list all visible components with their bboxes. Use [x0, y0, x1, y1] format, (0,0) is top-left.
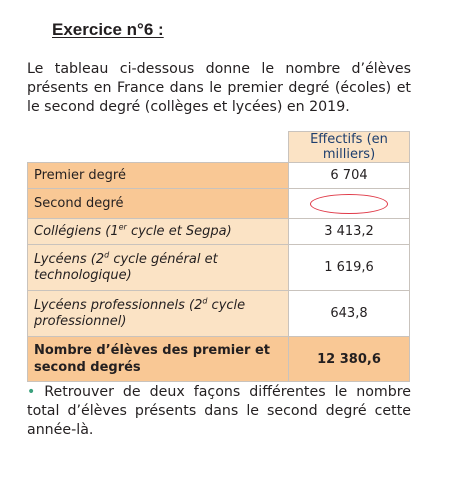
row-value-collegiens: 3 413,2 — [289, 219, 410, 245]
row-value-total: 12 380,6 — [289, 337, 410, 382]
row-label-second-degre: Second degré — [28, 189, 289, 219]
row-label-premier-degre: Premier degré — [28, 163, 289, 189]
row-value-lycees-pro: 643,8 — [289, 291, 410, 337]
row-value-lycees-general: 1 619,6 — [289, 245, 410, 291]
red-circle-mark — [310, 194, 388, 214]
row-label-total: Nombre d’élèves des premier et second degrés — [28, 337, 289, 382]
row-label-lycees-pro: Lycéens professionnels (2$^d$ cycle professionnel) — [28, 291, 289, 337]
bullet-icon: • — [27, 384, 36, 400]
students-table — [27, 131, 410, 382]
row-label-lycees-general: Lycéens (2$^d$ cycle général et technologique) — [28, 245, 289, 291]
column-header-effectifs: Effectifs (en milliers) — [289, 132, 410, 163]
table-row — [28, 219, 410, 245]
table-corner-cell — [28, 132, 289, 163]
question-text: Retrouver de deux façons différentes le nombre total d’élèves présents dans le second degré cette année-là. — [27, 384, 411, 438]
table-row-total — [28, 337, 410, 382]
exercise-title: Exercice n°6 : — [52, 20, 164, 39]
table-row — [28, 163, 410, 189]
exercise-question — [27, 383, 411, 440]
table-row — [28, 189, 410, 219]
table-row — [28, 291, 410, 337]
table-row — [28, 245, 410, 291]
row-label-collegiens: Collégiens (1er cycle et Segpa) — [28, 219, 289, 245]
table-header-row — [28, 132, 410, 163]
exercise-intro: Le tableau ci-dessous donne le nombre d’élèves présents en France dans le premier degré (écoles) et le second degré (collèges et lycées) en 2019. — [27, 61, 411, 115]
row-value-premier-degre: 6 704 — [289, 163, 410, 189]
row-value-second-degre — [289, 189, 410, 219]
